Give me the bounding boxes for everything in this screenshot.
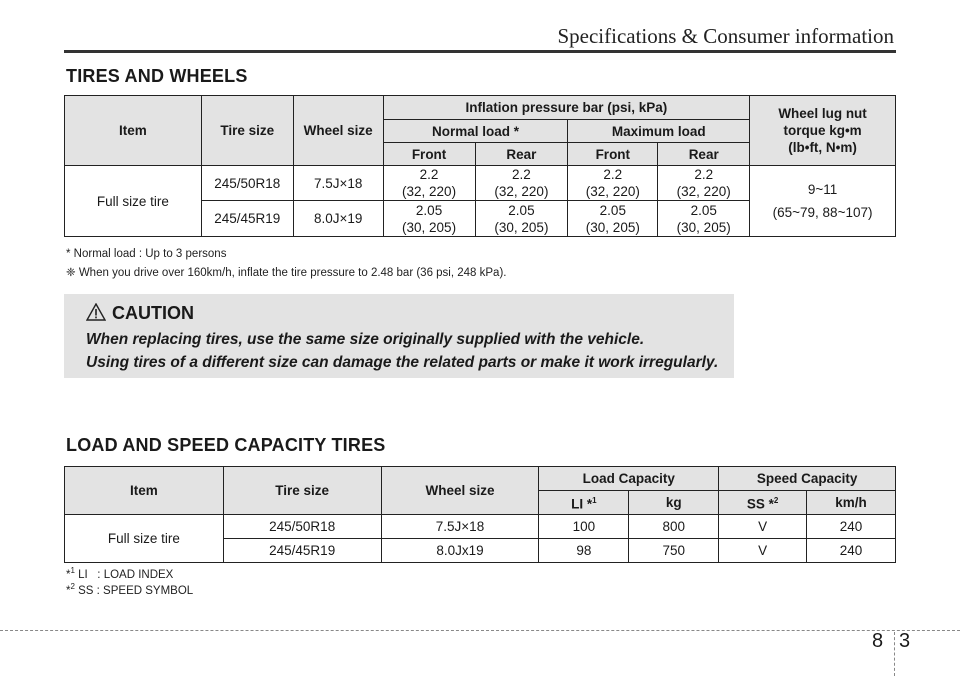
tires-header-inflation: Inflation pressure bar (psi, kPa) <box>383 96 750 120</box>
pressure-cell: 2.2 (32, 220) <box>383 166 475 201</box>
load-header-li: LI *$^1$ <box>539 491 629 515</box>
pressure-cell: 2.05 (30, 205) <box>568 201 658 237</box>
tire-size-cell: 245/50R18 <box>223 515 381 539</box>
tires-item-cell: Full size tire <box>65 166 202 237</box>
tires-section-title: TIRES AND WHEELS <box>66 66 248 86</box>
ss-cell: V <box>719 515 807 539</box>
load-header-speed-capacity: Speed Capacity <box>719 467 896 491</box>
tires-header-normal-front: Front <box>383 143 475 166</box>
lug-nut-line-1: Wheel lug nut <box>778 106 867 121</box>
caution-line-1: When replacing tires, use the same size originally supplied with the vehicle. <box>86 331 645 348</box>
pressure-cell: 2.05 (30, 205) <box>383 201 475 237</box>
tires-header-lug-nut <box>750 96 896 166</box>
tires-header-normal-rear: Rear <box>475 143 568 166</box>
kmh-cell: 240 <box>807 515 896 539</box>
pressure-cell: 2.05 (30, 205) <box>658 201 750 237</box>
chapter-number: 8 <box>872 630 884 652</box>
wheel-size-cell: 8.0Jx19 <box>381 539 539 563</box>
lug-nut-line-2: torque kg•m <box>783 123 862 138</box>
table-row <box>65 515 896 539</box>
li-cell: 98 <box>539 539 629 563</box>
caution-line-2: Using tires of a different size can damage the related parts or make it work irregularly. <box>86 354 719 371</box>
load-header-kmh: km/h <box>807 491 896 515</box>
header-title: Specifications & Consumer information <box>557 24 894 48</box>
pressure-cell: 2.2 (32, 220) <box>658 166 750 201</box>
load-header-ss: SS *$^2$ <box>719 491 807 515</box>
torque-cell: 9~11 (65~79, 88~107) <box>750 166 896 237</box>
pressure-cell: 2.2 (32, 220) <box>475 166 568 201</box>
speed-pressure-note: ❈ When you drive over 160km/h, inflate the tire pressure to 2.48 bar (36 psi, 248 kPa). <box>66 267 507 279</box>
kmh-cell: 240 <box>807 539 896 563</box>
li-note: *$^1$ LI : LOAD INDEX <box>66 566 174 581</box>
ss-note: *$^2$ SS : SPEED SYMBOL <box>66 582 194 597</box>
footer-divider <box>0 630 960 631</box>
tires-header-item: Item <box>65 96 202 166</box>
tire-size-cell: 245/50R18 <box>201 166 293 201</box>
load-header-kg: kg <box>629 491 719 515</box>
caution-box <box>64 294 734 378</box>
normal-load-note: * Normal load : Up to 3 persons <box>66 248 227 260</box>
tires-header-tire-size: Tire size <box>201 96 293 166</box>
warning-triangle-icon <box>86 303 106 321</box>
lug-nut-line-3: (lb•ft, N•m) <box>788 140 857 155</box>
load-header-wheel-size: Wheel size <box>381 467 539 515</box>
tires-header-wheel-size: Wheel size <box>293 96 383 166</box>
table-row <box>65 166 896 201</box>
wheel-size-cell: 8.0J×19 <box>293 201 383 237</box>
tire-size-cell: 245/45R19 <box>201 201 293 237</box>
wheel-size-cell: 7.5J×18 <box>293 166 383 201</box>
li-cell: 100 <box>539 515 629 539</box>
caution-title: CAUTION <box>112 303 194 323</box>
tires-header-normal-load: Normal load * <box>383 120 568 143</box>
load-section-title: LOAD AND SPEED CAPACITY TIRES <box>66 435 386 455</box>
tires-header-max-front: Front <box>568 143 658 166</box>
ss-cell: V <box>719 539 807 563</box>
load-header-item: Item <box>65 467 224 515</box>
wheel-size-cell: 7.5J×18 <box>381 515 539 539</box>
pressure-cell: 2.05 (30, 205) <box>475 201 568 237</box>
tires-header-maximum-load: Maximum load <box>568 120 750 143</box>
load-header-load-capacity: Load Capacity <box>539 467 719 491</box>
tires-table <box>64 95 896 237</box>
footer-page-separator <box>894 632 895 676</box>
tires-header-max-rear: Rear <box>658 143 750 166</box>
page-number: 3 <box>899 630 911 652</box>
pressure-cell: 2.2 (32, 220) <box>568 166 658 201</box>
load-header-tire-size: Tire size <box>223 467 381 515</box>
tire-size-cell: 245/45R19 <box>223 539 381 563</box>
load-item-cell: Full size tire <box>65 515 224 563</box>
header-rule <box>64 50 896 53</box>
kg-cell: 800 <box>629 515 719 539</box>
load-table <box>64 466 896 563</box>
kg-cell: 750 <box>629 539 719 563</box>
